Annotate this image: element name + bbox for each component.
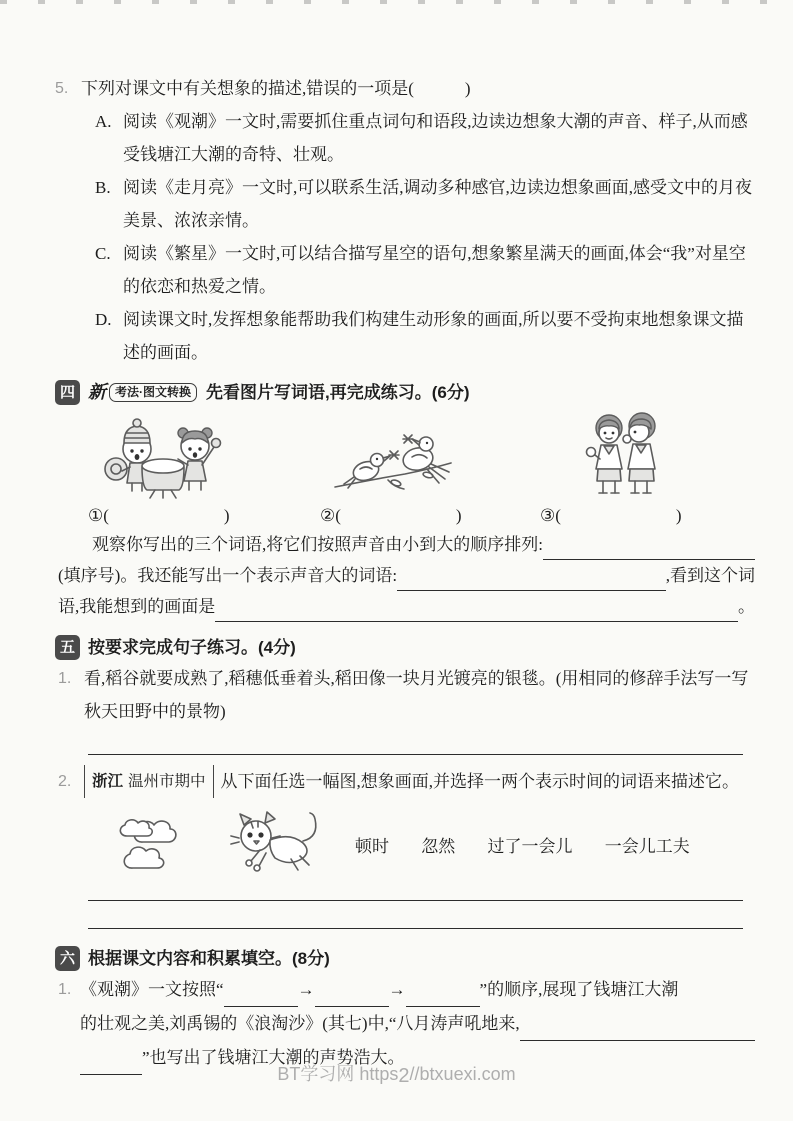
children-drumming-illustration [100, 411, 232, 499]
arrow-2: → [388, 980, 406, 999]
option-d-label: D. [95, 310, 112, 329]
blank-2-open: ②( [320, 506, 341, 525]
s5-q2-answer-line-1 [88, 900, 743, 901]
para-seg-3: ,看到这个词 [665, 566, 755, 585]
option-b-label: B. [95, 178, 111, 197]
blank-3 [540, 499, 682, 532]
section-5-question-2 [58, 765, 755, 798]
option-a-label: A. [95, 112, 112, 131]
section-5-illustrations [55, 806, 755, 886]
section-4-exercise-paragraph [58, 529, 755, 622]
time-word-1: 顿时 [355, 837, 389, 856]
scan-edge-artifact [0, 0, 793, 4]
section-4-number-badge: 四 [55, 380, 80, 405]
time-word-4: 一会儿工夫 [604, 837, 690, 856]
option-c-text: 阅读《繁星》一文时,可以结合描写星空的语句,想象繁星满天的画面,体会“我”对星空的依恋和热爱之情。 [123, 244, 746, 296]
blank-2-close: ) [455, 506, 462, 525]
question-5-option-d [95, 303, 755, 369]
blank-1-open: ①( [88, 506, 109, 525]
question-5-number: 5. [55, 80, 69, 97]
option-c-label: C. [95, 244, 111, 263]
page-number: 2 [398, 1065, 410, 1087]
new-exam-style-label: 新 [88, 381, 106, 402]
cat-illustration [227, 810, 323, 878]
section-5-question-1 [58, 662, 755, 728]
tag-exam: 温州市期中 [128, 773, 206, 790]
order-blank-2 [315, 981, 389, 1007]
s5-q2-number: 2. [58, 773, 72, 790]
loud-word-blank [397, 565, 666, 591]
s6-q1-seg3: 的壮观之美,刘禹锡的《浪淘沙》(其七)中,“八月涛声吼地来, [80, 1014, 520, 1033]
s5-q1-text: 看,稻谷就要成熟了,稻穗低垂着头,稻田像一块月光镀亮的银毯。(用相同的修辞手法写一写秋天田野中的景物) [84, 669, 749, 721]
option-a-text: 阅读《观潮》一文时,需要抓住重点词句和语段,边读边想象大潮的声音、样子,从而感受钱塘江大潮的奇特、壮观。 [123, 112, 748, 164]
para-seg-4: 语,我能想到的画面是 [58, 597, 216, 616]
section-6-title: 根据课文内容和积累填空。(8分) [88, 948, 330, 968]
section-5-title: 按要求完成句子练习。(4分) [88, 637, 296, 657]
option-b-text: 阅读《走月亮》一文时,可以联系生活,调动多种感官,边读边想象画面,感受文中的月夜美景、浓浓亲情。 [123, 178, 752, 230]
exam-method-badge: 考法·图文转换 [109, 383, 197, 402]
s5-q1-answer-line [88, 754, 743, 755]
arrow-1: → [297, 980, 315, 999]
question-5-option-a [95, 105, 755, 171]
para-seg-2: (填序号)。我还能写出一个表示声音大的词语: [58, 566, 398, 585]
boys-whispering-illustration [575, 411, 681, 499]
order-blank-3 [406, 981, 480, 1007]
poem-blank-1 [520, 1015, 755, 1041]
blank-1 [88, 499, 230, 532]
s6-q1-seg2: ”的顺序,展现了钱塘江大潮 [479, 980, 679, 999]
section-5-header [55, 632, 755, 662]
section-6-header [55, 943, 755, 973]
order-blank-1 [224, 981, 298, 1007]
s6-q1-seg4: ”也写出了钱塘江大潮的声势浩大。 [142, 1048, 405, 1067]
question-5-stem: 下列对课文中有关想象的描述,错误的一项是( ) [81, 79, 471, 98]
para-seg-1: 观察你写出的三个词语,将它们按照声音由小到大的顺序排列: [92, 535, 543, 554]
para-seg-5: 。 [738, 597, 755, 616]
footer-url-text: //btxuexi.com [409, 1064, 516, 1084]
watermark-footer [0, 1063, 793, 1085]
section-6-question-1 [58, 973, 755, 1075]
section-6-number-badge: 六 [55, 946, 80, 971]
birds-chirping-illustration [330, 425, 456, 497]
question-5-option-c [95, 237, 755, 303]
blank-3-open: ③( [540, 506, 561, 525]
s6-q1-seg1: 《观潮》一文按照“ [80, 980, 224, 999]
question-5 [55, 72, 755, 369]
word-answer-blanks [55, 499, 755, 529]
exam-source-tag [84, 765, 214, 798]
blank-3-close: ) [675, 506, 682, 525]
s5-q2-answer-line-2 [88, 928, 743, 929]
question-5-option-b [95, 171, 755, 237]
blank-1-close: ) [223, 506, 230, 525]
section-4-illustrations [55, 411, 755, 499]
option-d-text: 阅读课文时,发挥想象能帮助我们构建生动形象的画面,所以要不受拘束地想象课文描述的画面。 [123, 310, 744, 362]
section-4-header [55, 377, 755, 407]
blank-2 [320, 499, 462, 532]
section-4-title: 先看图片写词语,再完成练习。(6分) [206, 382, 470, 402]
time-words-list [355, 830, 690, 863]
tag-region: 浙江 [92, 773, 124, 790]
s5-q2-text: 从下面任选一幅图,想象画面,并选择一两个表示时间的词语来描述它。 [220, 772, 740, 791]
order-answer-blank [543, 534, 755, 560]
section-5-number-badge: 五 [55, 635, 80, 660]
clouds-illustration [113, 812, 209, 874]
s5-q1-number: 1. [58, 670, 72, 687]
time-word-3: 过了一会儿 [487, 837, 573, 856]
footer-site-text: BT学习网 https [277, 1064, 399, 1084]
time-word-2: 忽然 [421, 837, 456, 856]
s6-q1-number: 1. [58, 981, 72, 998]
picture-answer-blank [215, 596, 738, 622]
